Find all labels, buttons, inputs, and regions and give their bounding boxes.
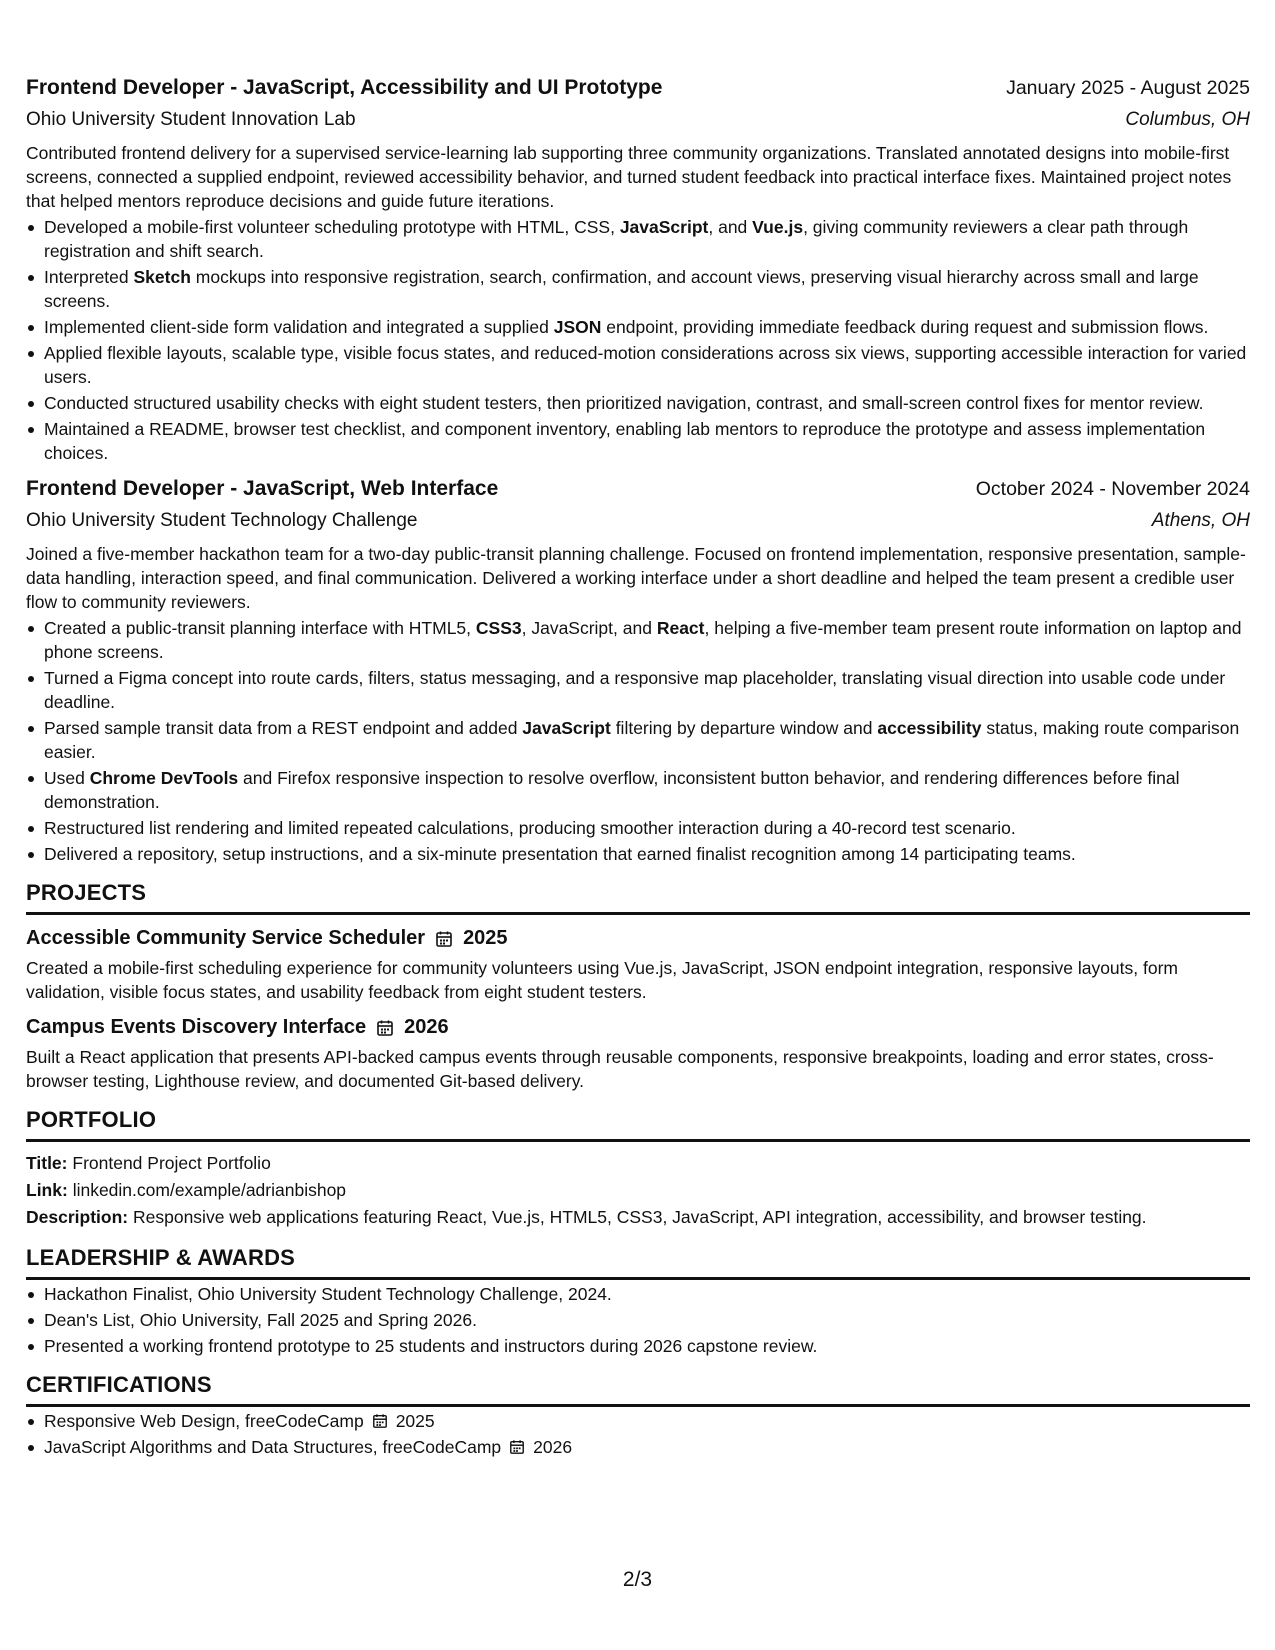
job-bullets [26,215,1250,465]
bullet-text: Implemented client-side form validation and integrated a supplied [44,317,554,337]
project-description: Built a React application that presents API-backed campus events through reusable components, responsive breakpoints, loading and error states, cross-browser testing, Lighthouse review, and documented Git-based delivery. [26,1047,1214,1091]
portfolio-link [26,1177,1250,1204]
portfolio-title-label: Title: [26,1153,68,1173]
bullet-text: Delivered a repository, setup instructions, and a six-minute presentation that earned finalist recognition among 14 participating teams. [44,844,1076,864]
list-item [44,1435,1250,1459]
job-location: Columbus, OH [1125,109,1250,130]
certification-year: 2026 [533,1437,573,1457]
job-dates: October 2024 - November 2024 [975,478,1250,500]
bullet-text: Interpreted [44,267,134,287]
projects-section [26,880,1250,1093]
bullet-text: Conducted structured usability checks with eight student testers, then prioritized navigation, contrast, and small-screen control fixes for mentor review. [44,393,1204,413]
bullet-text: , JavaScript, and [521,618,657,638]
job-dates: January 2025 - August 2025 [1006,77,1250,99]
experience-entry [26,76,1250,465]
bullet-text: filtering by departure window and [610,718,878,738]
job-bullet [44,265,1250,313]
bullet-text: , helping a five-member team present route information on laptop and phone screens. [44,618,1242,662]
job-title: Frontend Developer - JavaScript, Accessibility and UI Prototype [26,76,663,99]
section-heading: LEADERSHIP & AWARDS [26,1245,1250,1280]
certification-name: JavaScript Algorithms and Data Structures, freeCodeCamp [44,1437,502,1457]
project-description: Created a mobile-first scheduling experience for community volunteers using Vue.js, JavaScript, JSON endpoint integration, responsive layouts, form validation, visible focus states, and usability feedback from eight student testers. [26,958,1178,1002]
portfolio-link-label: Link: [26,1180,68,1200]
bullet-text: Turned a Figma concept into route cards, filters, status messaging, and a responsive map placeholder, translating visual direction into usable code under deadline. [44,668,1226,712]
bullet-text: Restructured list rendering and limited repeated calculations, producing smoother interaction during a 40-record test scenario. [44,818,1016,838]
bullet-text: , and [708,217,753,237]
project-entry [26,1016,1250,1093]
certification-name: Responsive Web Design, freeCodeCamp [44,1411,364,1431]
job-bullet [44,341,1250,389]
project-name: Campus Events Discovery Interface [26,1016,367,1038]
portfolio-description [26,1204,1250,1231]
bullet-keyword: JavaScript [522,718,611,738]
list-item: Presented a working frontend prototype to 25 students and instructors during 2026 capstone review. [44,1334,1250,1358]
resume-page [26,76,1250,1461]
bullet-text: Developed a mobile-first volunteer scheduling prototype with HTML, CSS, [44,217,620,237]
calendar-icon [372,1413,388,1429]
job-summary: Joined a five-member hackathon team for a two-day public-transit planning challenge. Focused on frontend implementation, responsive presentation, sample-data handling, interaction speed, and final communication. Delivered a working interface under a short deadline and helped the team present a credible user flow to community reviewers. [26,544,1246,612]
leadership-list [26,1282,1250,1358]
calendar-icon [376,1019,394,1037]
bullet-keyword: Vue.js [752,217,804,237]
portfolio-title [26,1150,1250,1177]
page-number: 2/3 [622,1568,653,1591]
bullet-text: endpoint, providing immediate feedback during request and submission flows. [601,317,1209,337]
list-item: Hackathon Finalist, Ohio University Student Technology Challenge, 2024. [44,1282,1250,1306]
portfolio-link-value[interactable]: linkedin.com/example/adrianbishop [72,1180,347,1200]
bullet-text: status, making route comparison easier. [44,718,1240,762]
bullet-keyword: React [656,618,705,638]
bullet-text: and Firefox responsive inspection to resolve overflow, inconsistent button behavior, and rendering differences before final demonstration. [44,768,1180,812]
job-title: Frontend Developer - JavaScript, Web Interface [26,477,499,500]
experience-entry [26,477,1250,866]
list-item [44,1409,1250,1433]
certifications-list [26,1409,1250,1459]
job-bullet [44,616,1250,664]
project-name: Accessible Community Service Scheduler [26,927,426,949]
calendar-icon [509,1439,525,1455]
job-bullet [44,766,1250,814]
project-year: 2025 [463,927,508,949]
project-year: 2026 [404,1016,449,1038]
job-location: Athens, OH [1151,510,1250,531]
job-summary: Contributed frontend delivery for a supervised service-learning lab supporting three community organizations. Translated annotated designs into mobile-first screens, connected a supplied endpoint, reviewed accessibility behavior, and turned student feedback into practical interface fixes. Maintained project notes that helped mentors reproduce decisions and guide future iterations. [26,143,1232,211]
section-heading: PORTFOLIO [26,1107,1250,1142]
portfolio-section [26,1107,1250,1231]
certification-year: 2025 [395,1411,435,1431]
portfolio-description-label: Description: [26,1207,129,1227]
calendar-icon [435,930,453,948]
job-bullet [44,215,1250,263]
portfolio-description-value: Responsive web applications featuring React, Vue.js, HTML5, CSS3, JavaScript, API integration, accessibility, and browser testing. [132,1207,1147,1227]
job-bullet [44,816,1250,840]
job-bullets [26,616,1250,866]
job-bullet [44,666,1250,714]
leadership-section [26,1245,1250,1358]
bullet-keyword: Sketch [133,267,191,287]
list-item: Dean's List, Ohio University, Fall 2025 and Spring 2026. [44,1308,1250,1332]
job-organization: Ohio University Student Innovation Lab [26,109,356,130]
bullet-text: Used [44,768,90,788]
bullet-text: mockups into responsive registration, search, confirmation, and account views, preserving visual hierarchy across small and large screens. [44,267,1199,311]
section-heading: PROJECTS [26,880,1250,915]
project-entry [26,927,1250,1004]
bullet-text: Applied flexible layouts, scalable type, visible focus states, and reduced-motion considerations across six views, supporting accessible interaction for varied users. [44,343,1247,387]
bullet-keyword: accessibility [877,718,982,738]
section-heading: CERTIFICATIONS [26,1372,1250,1407]
job-bullet [44,716,1250,764]
bullet-text: Parsed sample transit data from a REST endpoint and added [44,718,523,738]
job-bullet [44,417,1250,465]
portfolio-title-value: Frontend Project Portfolio [72,1153,271,1173]
bullet-keyword: JSON [553,317,602,337]
bullet-text: Created a public-transit planning interface with HTML5, [44,618,476,638]
job-bullet [44,315,1250,339]
bullet-text: Maintained a README, browser test checklist, and component inventory, enabling lab mentors to reproduce the prototype and assess implementation choices. [44,419,1206,463]
bullet-keyword: CSS3 [475,618,522,638]
bullet-keyword: JavaScript [619,217,709,237]
job-bullet [44,391,1250,415]
bullet-keyword: Chrome DevTools [89,768,239,788]
bullet-text: , giving community reviewers a clear path through registration and shift search. [44,217,1189,261]
certifications-section [26,1372,1250,1459]
job-bullet [44,842,1250,866]
job-organization: Ohio University Student Technology Challenge [26,510,418,531]
